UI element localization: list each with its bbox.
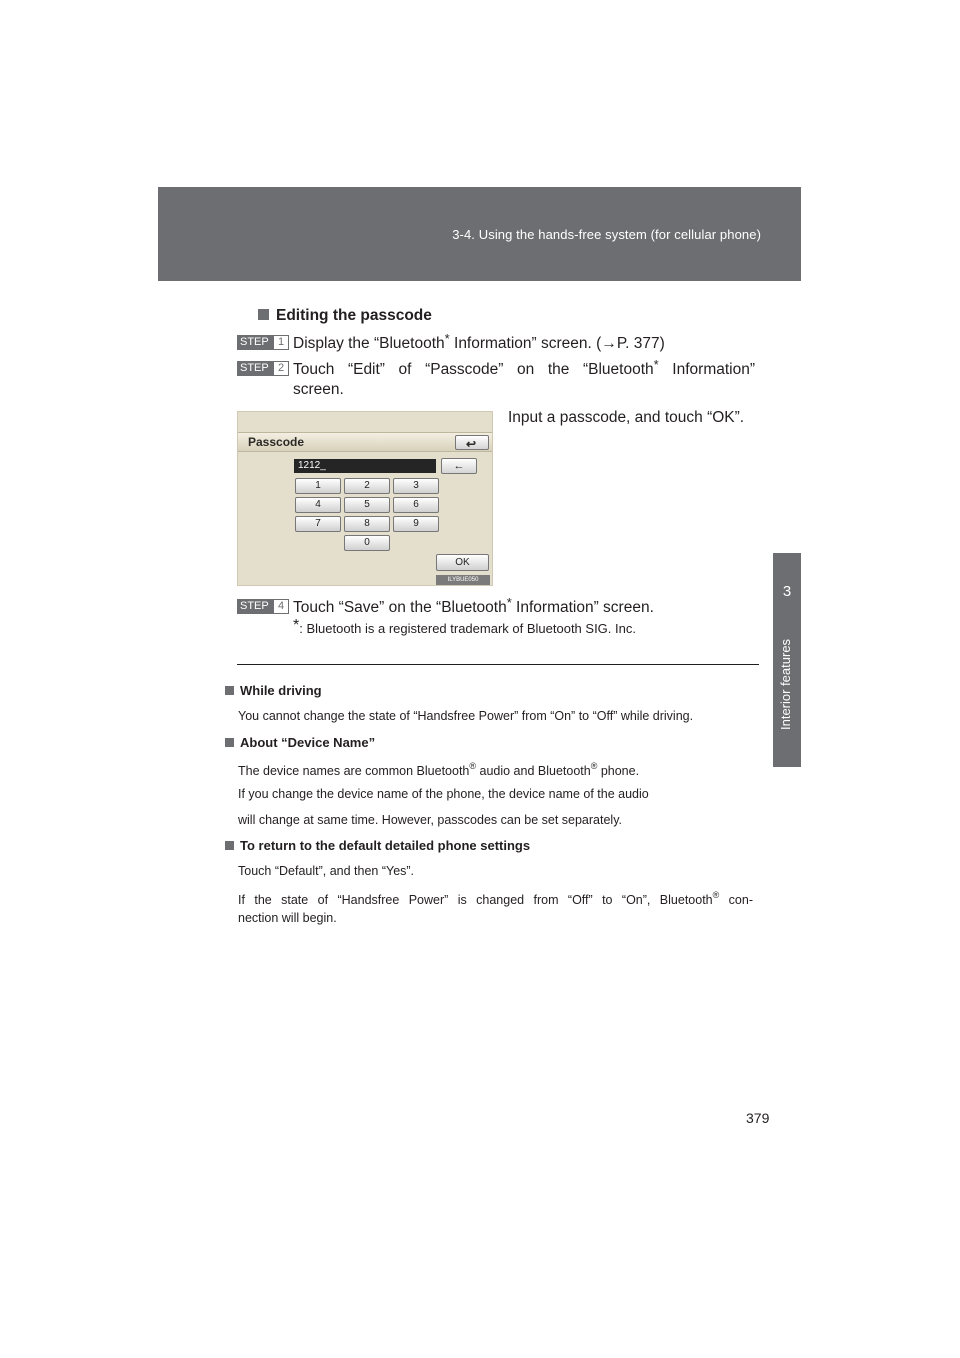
key-7[interactable]: 7: [295, 516, 341, 532]
chapter-title: 3-4. Using the hands-free system (for cellular phone): [452, 227, 761, 242]
key-0[interactable]: 0: [344, 535, 390, 551]
footnote-text: : Bluetooth is a registered trademark of Bluetooth SIG. Inc.: [299, 621, 636, 636]
note-heading-text: To return to the default detailed phone settings: [240, 838, 531, 853]
screen-title-bar: [238, 432, 493, 452]
step-number: 2: [273, 361, 289, 376]
side-chapter-label: [776, 632, 796, 732]
key-2[interactable]: 2: [344, 478, 390, 494]
left-arrow-icon: ←: [453, 460, 465, 472]
note-text-part: The device names are common Bluetooth: [238, 764, 470, 778]
asterisk: *: [506, 595, 512, 610]
side-chapter-number: 3: [782, 583, 792, 600]
step-2-badge: [237, 361, 289, 376]
asterisk: *: [653, 357, 659, 372]
image-code-label: ILYBUE050: [436, 575, 490, 585]
step-1-badge: [237, 335, 289, 350]
note-heading-text: About “Device Name”: [240, 735, 376, 750]
step-1-text: [293, 331, 665, 353]
screen-title: Passcode: [248, 435, 305, 449]
step-tag: STEP: [237, 599, 273, 614]
step-1-text-c: P. 377): [616, 335, 665, 352]
ok-button[interactable]: OK: [436, 554, 489, 571]
key-4[interactable]: 4: [295, 497, 341, 513]
step-4-text-b: Information” screen.: [511, 599, 654, 616]
note-heading-while-driving: [225, 683, 322, 698]
step-2-text-a: Touch “Edit” of “Passcode” on the “Bluetooth: [293, 361, 654, 378]
side-chapter-label-text: Interior features: [778, 638, 793, 730]
step-3-text: Input a passcode, and touch “OK”.: [508, 409, 745, 426]
note-text-part: con-: [719, 893, 753, 907]
note-while-driving-text: You cannot change the state of “Handsfree Power” from “On” to “Off” while driving.: [238, 709, 694, 723]
step-tag: STEP: [237, 335, 273, 350]
key-5[interactable]: 5: [344, 497, 390, 513]
page-number: 379: [746, 1110, 770, 1126]
note-text-part: If the state of “Handsfree Power” is changed from “Off” to “On”, Bluetooth: [238, 893, 713, 907]
delete-button[interactable]: [441, 458, 477, 474]
note-text-part: phone.: [597, 764, 640, 778]
section-divider: [237, 664, 759, 665]
step-1-text-a: Display the “Bluetooth: [293, 335, 445, 352]
key-8[interactable]: 8: [344, 516, 390, 532]
step-1-text-b: Information” screen. (: [449, 335, 602, 352]
registered-mark: ®: [712, 890, 720, 900]
note-device-name-line-3: will change at same time. However, passcodes can be set separately.: [238, 813, 622, 827]
registered-mark: ®: [469, 761, 477, 771]
step-2-text-b: Information”: [658, 361, 755, 378]
note-heading-device-name: [225, 735, 375, 750]
section-heading: [258, 307, 432, 325]
step-4-badge: [237, 599, 289, 614]
square-bullet-icon: [258, 309, 269, 320]
step-2-text-continued: screen.: [293, 381, 344, 398]
footnote: [293, 617, 636, 636]
step-4-text: [293, 595, 654, 617]
section-heading-text: Editing the passcode: [276, 307, 432, 324]
note-heading-default-settings: [225, 838, 530, 853]
step-2-text: [293, 357, 755, 379]
key-1[interactable]: 1: [295, 478, 341, 494]
key-3[interactable]: 3: [393, 478, 439, 494]
square-bullet-icon: [225, 738, 234, 747]
square-bullet-icon: [225, 841, 234, 850]
note-device-name-line-1: [238, 761, 639, 778]
note-default-line-3: nection will begin.: [238, 911, 337, 925]
note-default-line-1: Touch “Default”, and then “Yes”.: [238, 864, 415, 878]
key-6[interactable]: 6: [393, 497, 439, 513]
asterisk: *: [444, 331, 450, 346]
step-tag: STEP: [237, 361, 273, 376]
note-default-line-2: [238, 890, 753, 907]
header-band: [158, 187, 801, 281]
note-text-part: audio and Bluetooth: [476, 764, 591, 778]
passcode-entry-display: 1212_: [294, 459, 436, 473]
step-number: 4: [273, 599, 289, 614]
passcode-screenshot: [237, 411, 493, 586]
note-heading-text: While driving: [240, 683, 322, 698]
registered-mark: ®: [590, 761, 598, 771]
square-bullet-icon: [225, 686, 234, 695]
note-device-name-line-2: If you change the device name of the phone, the device name of the audio: [238, 787, 649, 801]
arrow-right-icon: →: [601, 335, 617, 352]
key-9[interactable]: 9: [393, 516, 439, 532]
return-arrow-icon: ↩: [466, 437, 477, 451]
step-number: 1: [273, 335, 289, 350]
footnote-asterisk: *: [293, 617, 300, 634]
back-button[interactable]: [455, 435, 489, 450]
step-4-text-a: Touch “Save” on the “Bluetooth: [293, 599, 507, 616]
